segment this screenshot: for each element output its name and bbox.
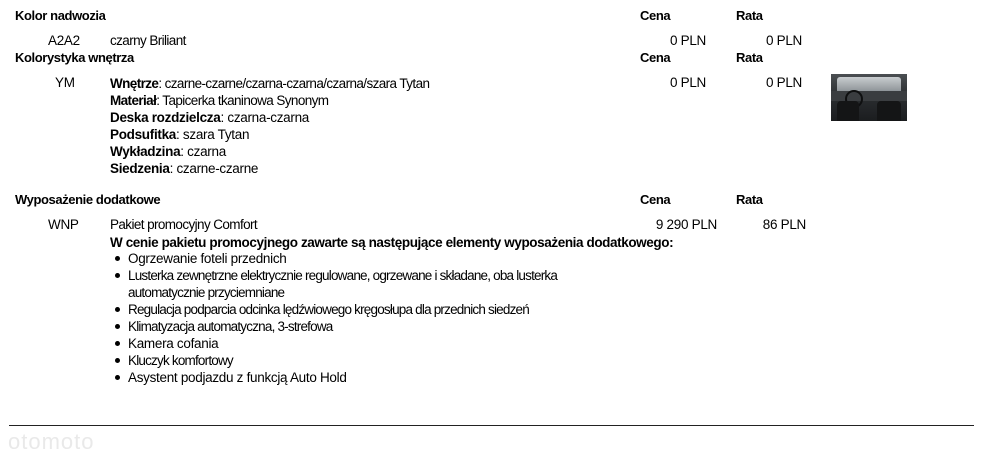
detail-label: Materiał [110, 93, 157, 108]
interior-detail-row [110, 92, 429, 109]
interior-detail-row [110, 160, 429, 177]
section-title-interior-color: Kolorystyka wnętrza [15, 50, 134, 65]
list-item [112, 301, 632, 318]
detail-value: : Tapicerka tkaninowa Synonym [156, 93, 329, 108]
list-item-text: Asystent podjazdu z funkcją Auto Hold [128, 370, 347, 385]
body-color-code: A2A2 [48, 33, 80, 48]
detail-value: : czarna [180, 144, 226, 159]
interior-rate: 0 PLN [765, 75, 802, 90]
list-item-text: Klimatyzacja automatyczna, 3-strefowa [128, 319, 333, 334]
section-title-extra-equipment: Wyposażenie dodatkowe [15, 192, 161, 207]
bullet-icon [115, 341, 120, 346]
package-code: WNP [48, 217, 79, 232]
interior-price: 0 PLN [669, 75, 706, 90]
price-header: Cena [640, 192, 671, 207]
detail-label: Wykładzina [110, 144, 181, 159]
car-interior-photo[interactable] [831, 74, 907, 121]
body-color-price: 0 PLN [669, 33, 706, 48]
list-item-text: Lusterka zewnętrzne elektrycznie regulowane, ogrzewane i składane, oba lusterka automatycznie przyciemniane [128, 268, 558, 300]
list-item-text: Kamera cofania [128, 336, 219, 351]
seat-shape [837, 101, 859, 121]
interior-detail-row [110, 75, 429, 92]
bullet-icon [115, 324, 120, 329]
list-item [112, 352, 632, 369]
list-item-text: Ogrzewanie foteli przednich [128, 251, 287, 266]
detail-value: : czarne-czarne [169, 161, 259, 176]
rate-header: Rata [736, 8, 763, 23]
detail-label: Podsufitka [110, 127, 177, 142]
detail-value: : czarna-czarna [220, 110, 310, 125]
bullet-icon [115, 307, 120, 312]
interior-details [110, 75, 429, 177]
price-header: Cena [640, 50, 671, 65]
package-price: 9 290 PLN [655, 217, 717, 232]
detail-label: Wnętrze [110, 76, 159, 91]
interior-detail-row [110, 143, 429, 160]
detail-value: : czarne-czarne/czarna-czarna/czarna/szara Tytan [158, 76, 430, 91]
bullet-icon [115, 273, 120, 278]
list-item [112, 250, 632, 267]
body-color-rate: 0 PLN [765, 33, 802, 48]
rate-header: Rata [736, 50, 763, 65]
package-items [112, 250, 632, 386]
detail-value: : szara Tytan [176, 127, 250, 142]
price-header: Cena [640, 8, 671, 23]
seat-shape [877, 101, 901, 121]
interior-detail-row [110, 126, 429, 143]
list-item [112, 335, 632, 352]
package-items-list [112, 250, 632, 386]
bottom-divider [9, 425, 974, 426]
list-item [112, 318, 632, 335]
bullet-icon [115, 256, 120, 261]
package-name: Pakiet promocyjny Comfort [110, 217, 258, 232]
bullet-icon [115, 358, 120, 363]
list-item [112, 267, 632, 301]
body-color-name: czarny Briliant [110, 33, 186, 48]
rate-header: Rata [736, 192, 763, 207]
section-title-body-color: Kolor nadwozia [15, 8, 106, 23]
interior-code: YM [55, 75, 75, 90]
windshield-shape [837, 77, 901, 91]
list-item-text: Kluczyk komfortowy [128, 353, 233, 368]
package-rate: 86 PLN [762, 217, 806, 232]
interior-detail-row [110, 109, 429, 126]
bullet-icon [115, 375, 120, 380]
package-intro: W cenie pakietu promocyjnego zawarte są następujące elementy wyposażenia dodatkowego: [110, 235, 674, 250]
detail-label: Siedzenia [110, 161, 170, 176]
watermark-logo: otomoto [8, 429, 95, 454]
list-item-text: Regulacja podparcia odcinka lędźwiowego kręgosłupa dla przednich siedzeń [128, 302, 529, 317]
dashboard-shape [831, 91, 907, 101]
list-item [112, 369, 632, 386]
detail-label: Deska rozdzielcza [110, 110, 221, 125]
